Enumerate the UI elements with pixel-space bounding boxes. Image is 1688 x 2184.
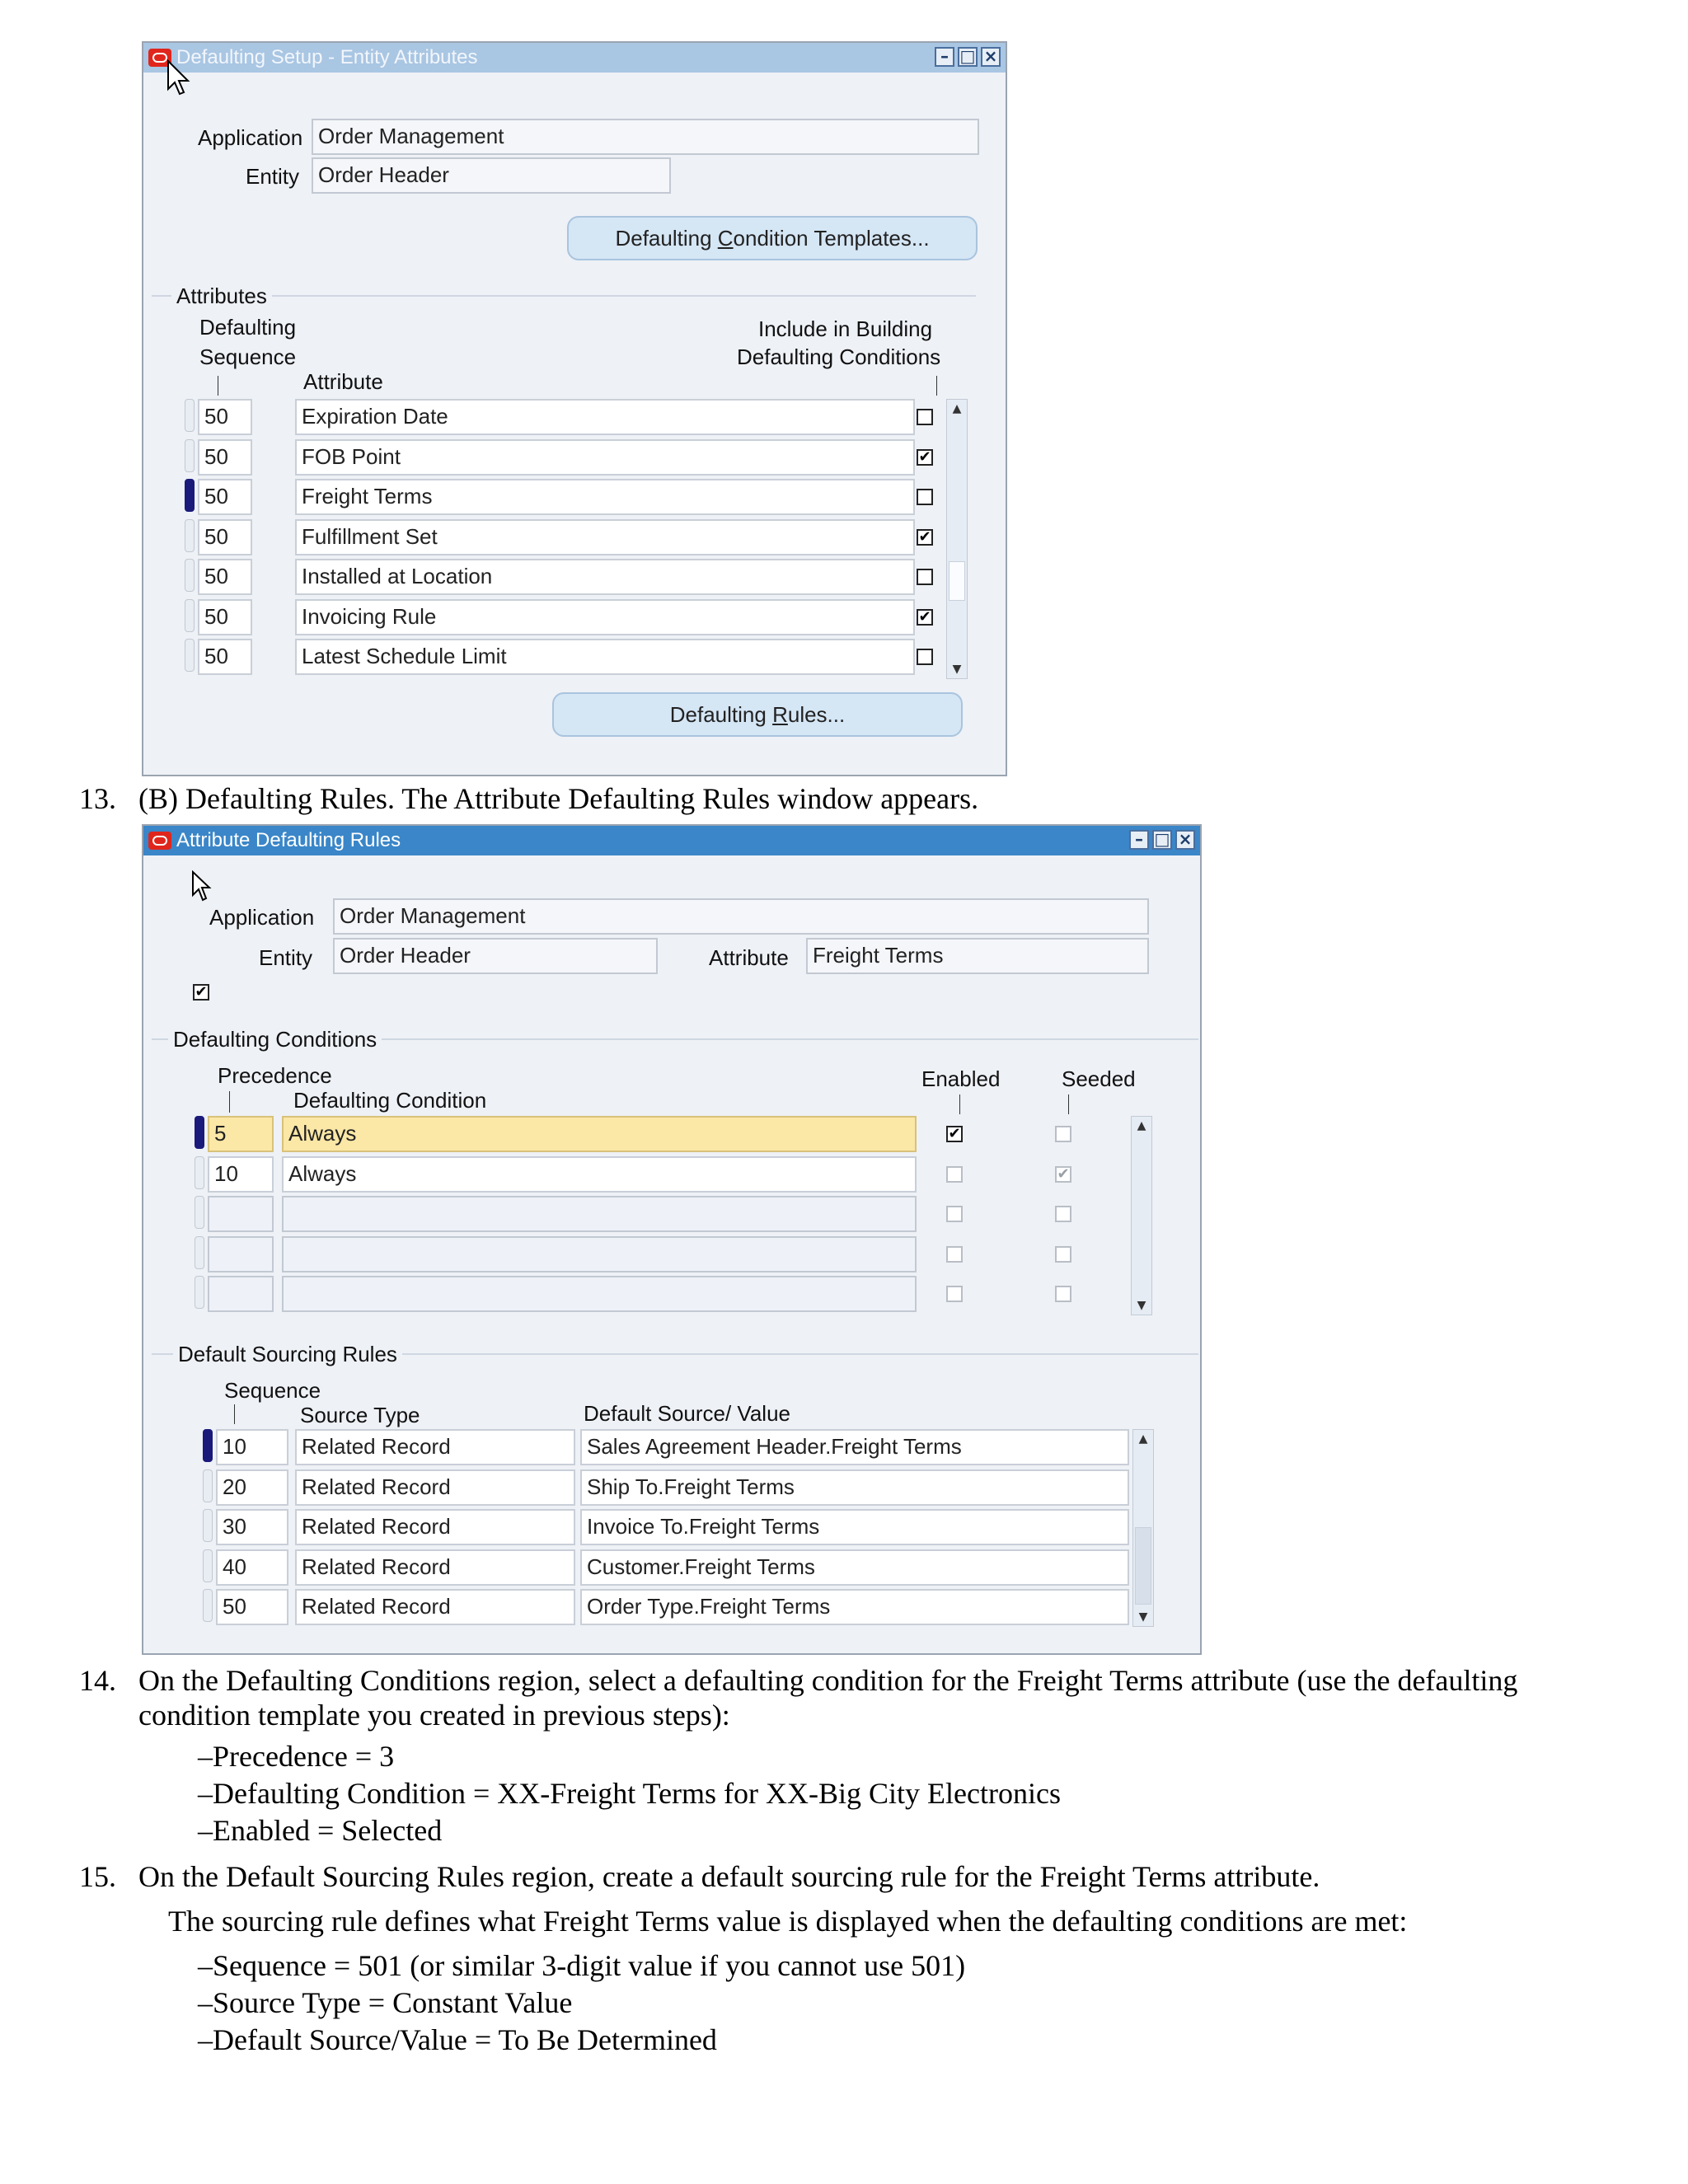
window-titlebar[interactable] [143, 826, 1200, 855]
col-header-defaulting-condition: Defaulting Condition [293, 1088, 487, 1113]
window-title: Attribute Defaulting Rules [176, 829, 401, 851]
sourcing-scrollbar[interactable] [1132, 1429, 1154, 1627]
include-checkbox[interactable]: ✔ [917, 449, 933, 466]
sequence-field[interactable]: 50 [198, 639, 252, 675]
row-selector[interactable] [185, 599, 195, 632]
include-col-tick [936, 376, 937, 396]
enabled-checkbox[interactable] [946, 1286, 963, 1302]
include-checkbox[interactable] [917, 649, 933, 665]
sequence-field[interactable]: 50 [198, 399, 252, 435]
precedence-field[interactable] [208, 1196, 274, 1232]
defaulting-rules-button[interactable] [552, 692, 963, 737]
row-selector[interactable] [203, 1549, 213, 1582]
col-header-sequence-1: Defaulting [199, 315, 297, 340]
sequence-field[interactable]: 40 [216, 1549, 288, 1586]
scroll-down-icon[interactable]: ▼ [1137, 1299, 1146, 1312]
sourcing-section-title: Default Sourcing Rules [173, 1342, 402, 1367]
row-selector[interactable] [185, 559, 195, 592]
step15-number: 15. [79, 1860, 116, 1893]
scroll-down-icon[interactable]: ▼ [952, 663, 962, 676]
step14-line1: On the Defaulting Conditions region, select a defaulting condition for the Freight Terms attribute (use the defaulting [138, 1664, 1518, 1697]
enabled-checkbox[interactable]: ✔ [946, 1126, 963, 1142]
enabled-checkbox[interactable] [946, 1206, 963, 1222]
source-type-field[interactable]: Related Record [295, 1549, 575, 1586]
precedence-field[interactable] [208, 1236, 274, 1272]
col-header-attribute: Attribute [303, 369, 383, 394]
conditions-scrollbar[interactable] [1131, 1116, 1152, 1315]
close-icon[interactable]: × [981, 47, 1001, 67]
top-checkbox[interactable]: ✔ [193, 984, 209, 1001]
row-selector[interactable] [185, 439, 195, 472]
rules-button-label-key: R [772, 702, 788, 727]
col-header-include-2: Defaulting Conditions [737, 344, 941, 369]
step15-bullet: –Source Type = Constant Value [198, 1986, 573, 2019]
templates-button-label-post: ondition Templates... [733, 226, 930, 251]
attribute-label: Attribute [709, 945, 789, 970]
row-selector[interactable] [185, 479, 195, 512]
mouse-cursor-icon [166, 59, 193, 97]
include-checkbox[interactable] [917, 409, 933, 425]
row-selector[interactable] [185, 639, 195, 672]
precedence-col-tick [229, 1091, 230, 1113]
sequence-field[interactable]: 50 [198, 439, 252, 476]
scroll-up-icon[interactable]: ▲ [952, 402, 962, 415]
source-type-field[interactable]: Related Record [295, 1509, 575, 1545]
window-titlebar[interactable] [143, 43, 1006, 73]
scroll-thumb[interactable] [1135, 1527, 1151, 1605]
oracle-logo-icon [148, 832, 171, 850]
col-header-precedence: Precedence [218, 1063, 332, 1088]
step14-bullet: –Defaulting Condition = XX-Freight Terms for XX-Big City Electronics [198, 1777, 1061, 1810]
minimize-icon[interactable]: – [1129, 830, 1149, 850]
precedence-field[interactable]: 5 [208, 1116, 274, 1152]
precedence-field[interactable] [208, 1276, 274, 1312]
enabled-checkbox[interactable] [946, 1246, 963, 1263]
application-field[interactable]: Order Management [312, 119, 979, 155]
scroll-thumb[interactable] [949, 561, 965, 601]
defaulting-condition-templates-button[interactable] [567, 216, 978, 260]
source-type-field[interactable]: Related Record [295, 1469, 575, 1506]
application-field[interactable]: Order Management [333, 898, 1149, 935]
defaulting-condition-field[interactable] [282, 1196, 917, 1232]
row-selector[interactable] [185, 519, 195, 552]
sequence-field[interactable]: 10 [216, 1429, 288, 1465]
sequence-col-tick [234, 1404, 235, 1424]
entity-label: Entity [246, 164, 300, 189]
sequence-field[interactable]: 50 [198, 519, 252, 555]
sequence-field[interactable]: 50 [216, 1589, 288, 1625]
defaulting-condition-field[interactable]: Always [282, 1116, 917, 1152]
row-selector[interactable] [185, 399, 195, 432]
row-selector[interactable] [195, 1116, 204, 1149]
application-label: Application [209, 905, 315, 930]
step14-number: 14. [79, 1664, 116, 1697]
defaulting-condition-field[interactable] [282, 1276, 917, 1312]
source-value-field[interactable]: Order Type.Freight Terms [580, 1589, 1129, 1625]
attribute-field[interactable]: Freight Terms [806, 938, 1149, 974]
sequence-field[interactable]: 50 [198, 559, 252, 595]
scroll-up-icon[interactable]: ▲ [1138, 1432, 1148, 1446]
row-selector[interactable] [203, 1469, 213, 1502]
row-selector[interactable] [203, 1509, 213, 1542]
attributes-divider [152, 295, 976, 297]
source-type-field[interactable]: Related Record [295, 1589, 575, 1625]
seeded-checkbox [1055, 1126, 1071, 1142]
attributes-scrollbar[interactable] [946, 399, 968, 679]
step15-line2: The sourcing rule defines what Freight Terms value is displayed when the defaulting conditions are met: [168, 1905, 1408, 1938]
col-header-source-value: Default Source/ Value [584, 1401, 790, 1426]
col-header-source-type: Source Type [300, 1403, 420, 1427]
conditions-section-title: Defaulting Conditions [168, 1027, 382, 1052]
row-selector[interactable] [195, 1156, 204, 1189]
entity-field[interactable]: Order Header [312, 157, 671, 194]
templates-button-label-key: C [717, 226, 734, 251]
rules-button-label-post: ules... [787, 702, 846, 727]
sequence-field[interactable]: 50 [198, 479, 252, 515]
window-title: Defaulting Setup - Entity Attributes [176, 46, 478, 68]
application-label: Application [198, 125, 303, 150]
row-selector[interactable] [195, 1196, 204, 1229]
source-type-field[interactable]: Related Record [295, 1429, 575, 1465]
attribute-field[interactable]: Expiration Date [295, 399, 915, 435]
step14-line2: condition template you created in previous steps): [138, 1699, 730, 1732]
col-header-sequence-2: Sequence [199, 344, 297, 369]
row-selector[interactable] [195, 1236, 204, 1269]
step13-number: 13. [79, 782, 116, 815]
mouse-cursor-icon [191, 870, 214, 903]
close-icon[interactable]: × [1175, 830, 1195, 850]
minimize-icon[interactable]: – [935, 47, 954, 67]
seeded-checkbox: ✔ [1055, 1166, 1071, 1183]
source-value-field[interactable]: Ship To.Freight Terms [580, 1469, 1129, 1506]
defaulting-condition-field[interactable]: Always [282, 1156, 917, 1193]
enabled-col-tick [959, 1094, 960, 1114]
maximize-icon[interactable]: □ [1152, 830, 1172, 850]
rules-button-label-pre: Defaulting [669, 702, 773, 727]
source-value-field[interactable]: Customer.Freight Terms [580, 1549, 1129, 1586]
row-selector[interactable] [203, 1429, 213, 1462]
col-header-sequence: Sequence [224, 1378, 321, 1403]
precedence-field[interactable]: 10 [208, 1156, 274, 1193]
col-header-seeded: Seeded [1062, 1066, 1136, 1091]
step15-bullet: –Default Source/Value = To Be Determined [198, 2023, 717, 2056]
scroll-up-icon[interactable]: ▲ [1137, 1119, 1146, 1132]
source-value-field[interactable]: Invoice To.Freight Terms [580, 1509, 1129, 1545]
entity-label: Entity [259, 945, 313, 970]
attribute-field[interactable]: FOB Point [295, 439, 915, 476]
step14-bullet: –Precedence = 3 [198, 1740, 395, 1773]
sequence-field[interactable]: 30 [216, 1509, 288, 1545]
attribute-field[interactable]: Installed at Location [295, 559, 915, 595]
row-selector[interactable] [195, 1276, 204, 1309]
attribute-field[interactable]: Fulfillment Set [295, 519, 915, 555]
include-checkbox[interactable] [917, 569, 933, 585]
entity-field[interactable]: Order Header [333, 938, 658, 974]
include-checkbox[interactable]: ✔ [917, 529, 933, 546]
attribute-defaulting-rules-window [142, 824, 1202, 1655]
col-header-include-1: Include in Building [758, 316, 933, 341]
row-selector[interactable] [203, 1589, 213, 1622]
col-header-enabled: Enabled [921, 1066, 1001, 1091]
step15-line1: On the Default Sourcing Rules region, create a default sourcing rule for the Freight Terms attribute. [138, 1860, 1320, 1893]
enabled-checkbox[interactable] [946, 1166, 963, 1183]
attribute-field[interactable]: Invoicing Rule [295, 599, 915, 635]
attribute-field[interactable]: Freight Terms [295, 479, 915, 515]
source-value-field[interactable]: Sales Agreement Header.Freight Terms [580, 1429, 1129, 1465]
scroll-down-icon[interactable]: ▼ [1138, 1610, 1148, 1624]
attributes-section-title: Attributes [171, 284, 272, 309]
seeded-col-tick [1068, 1094, 1069, 1114]
defaulting-condition-field[interactable] [282, 1236, 917, 1272]
seeded-checkbox [1055, 1206, 1071, 1222]
sequence-field[interactable]: 50 [198, 599, 252, 635]
step14-bullet: –Enabled = Selected [198, 1814, 443, 1847]
seeded-checkbox [1055, 1246, 1071, 1263]
maximize-icon[interactable]: □ [958, 47, 978, 67]
entity-attributes-window [142, 41, 1007, 776]
attribute-field[interactable]: Latest Schedule Limit [295, 639, 915, 675]
step13-text: (B) Defaulting Rules. The Attribute Defaulting Rules window appears. [138, 782, 979, 815]
step15-bullet: –Sequence = 501 (or similar 3-digit value if you cannot use 501) [198, 1949, 966, 1982]
seeded-checkbox [1055, 1286, 1071, 1302]
include-checkbox[interactable] [917, 489, 933, 505]
templates-button-label-pre: Defaulting [615, 226, 718, 251]
sequence-field[interactable]: 20 [216, 1469, 288, 1506]
include-checkbox[interactable]: ✔ [917, 609, 933, 626]
